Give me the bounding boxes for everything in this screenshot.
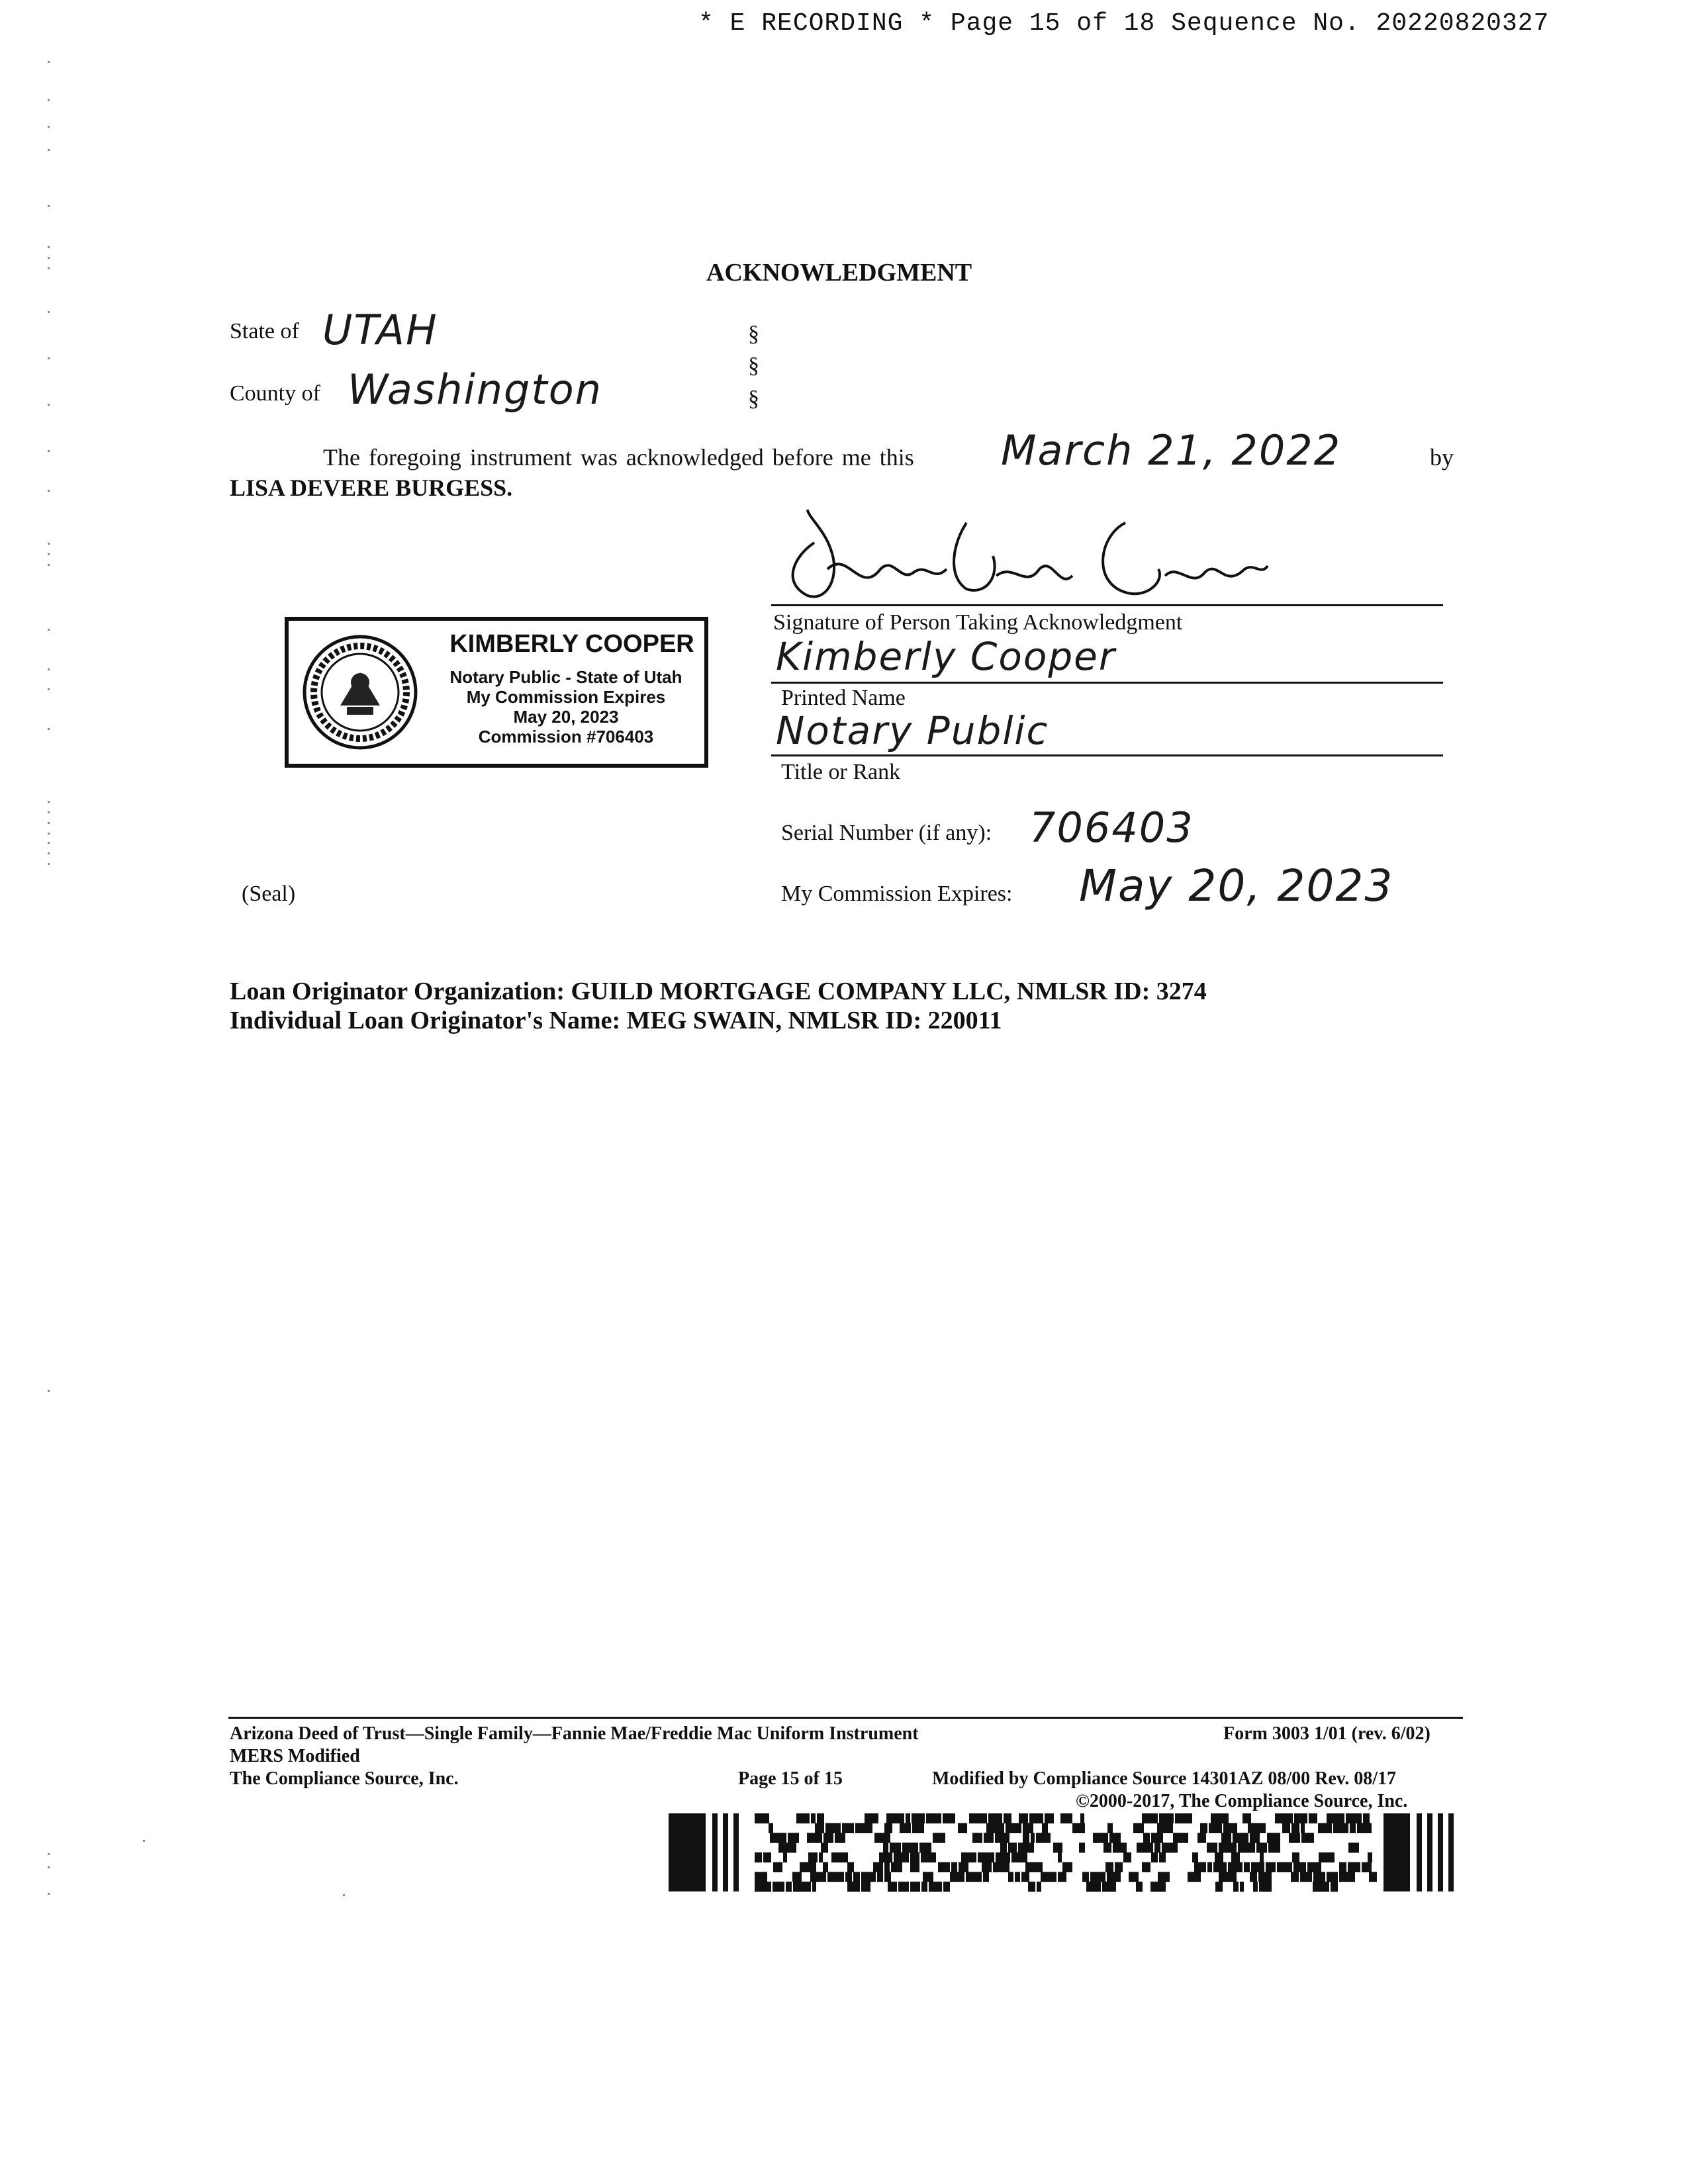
title-value: Notary Public xyxy=(776,708,1049,753)
footer-company: The Compliance Source, Inc. xyxy=(230,1768,459,1789)
footer-mers: MERS Modified xyxy=(230,1746,360,1766)
stamp-line2: My Commission Expires xyxy=(466,687,666,707)
title-label: Title or Rank xyxy=(781,760,901,784)
notary-signature xyxy=(768,503,1271,609)
acknowledging-person: LISA DEVERE BURGESS. xyxy=(230,475,513,501)
footer-form-title: Arizona Deed of Trust—Single Family—Fannie Mae/Freddie Mac Uniform Instrument xyxy=(230,1723,919,1744)
footer-rule xyxy=(228,1717,1463,1719)
loan-originator-org: Loan Originator Organization: GUILD MORTGAGE COMPANY LLC, NMLSR ID: 3274 xyxy=(230,978,1207,1005)
stamp-line1: Notary Public - State of Utah xyxy=(449,667,682,687)
printed-name-label: Printed Name xyxy=(781,686,906,710)
acknowledgment-text: The foregoing instrument was acknowledged before me this xyxy=(323,444,914,471)
commission-expires-value: May 20, 2023 xyxy=(1079,860,1394,911)
footer-form-number: Form 3003 1/01 (rev. 6/02) xyxy=(1223,1723,1430,1744)
section-mark: § xyxy=(748,353,759,378)
serial-label: Serial Number (if any): xyxy=(781,821,992,845)
stamp-line3: May 20, 2023 xyxy=(513,707,619,727)
footer-modified-by: Modified by Compliance Source 14301AZ 08/00 Rev. 08/17 xyxy=(932,1768,1397,1789)
signature-label: Signature of Person Taking Acknowledgment xyxy=(773,610,1183,635)
loan-originator-individual: Individual Loan Originator's Name: MEG SWAIN, NMLSR ID: 220011 xyxy=(230,1007,1002,1034)
footer-page-number: Page 15 of 15 xyxy=(738,1768,843,1789)
serial-value: 706403 xyxy=(1029,803,1194,852)
by-word: by xyxy=(1430,444,1454,471)
state-label: State of xyxy=(230,319,299,343)
state-value: UTAH xyxy=(322,306,438,354)
notary-stamp xyxy=(285,617,708,768)
commission-expires-label: My Commission Expires: xyxy=(781,882,1013,906)
section-mark: § xyxy=(748,387,759,411)
footer-copyright: ©2000-2017, The Compliance Source, Inc. xyxy=(1076,1791,1408,1811)
stamp-name: KIMBERLY COOPER xyxy=(449,630,694,658)
pdf417-barcode xyxy=(669,1813,1463,1893)
county-label: County of xyxy=(230,381,320,406)
printed-name-line xyxy=(771,682,1443,684)
seal-label: (Seal) xyxy=(242,882,296,906)
recording-header: * E RECORDING * Page 15 of 18 Sequence No. 20220820327 xyxy=(698,9,1550,38)
title-line xyxy=(771,754,1443,756)
acknowledgment-date: March 21, 2022 xyxy=(1001,426,1342,475)
document-title: ACKNOWLEDGMENT xyxy=(706,259,972,287)
stamp-line4: Commission #706403 xyxy=(478,727,654,747)
printed-name-value: Kimberly Cooper xyxy=(776,634,1116,679)
signature-line xyxy=(771,604,1443,606)
county-value: Washington xyxy=(348,365,602,414)
utah-state-seal-icon xyxy=(301,633,420,752)
section-mark: § xyxy=(748,322,759,346)
